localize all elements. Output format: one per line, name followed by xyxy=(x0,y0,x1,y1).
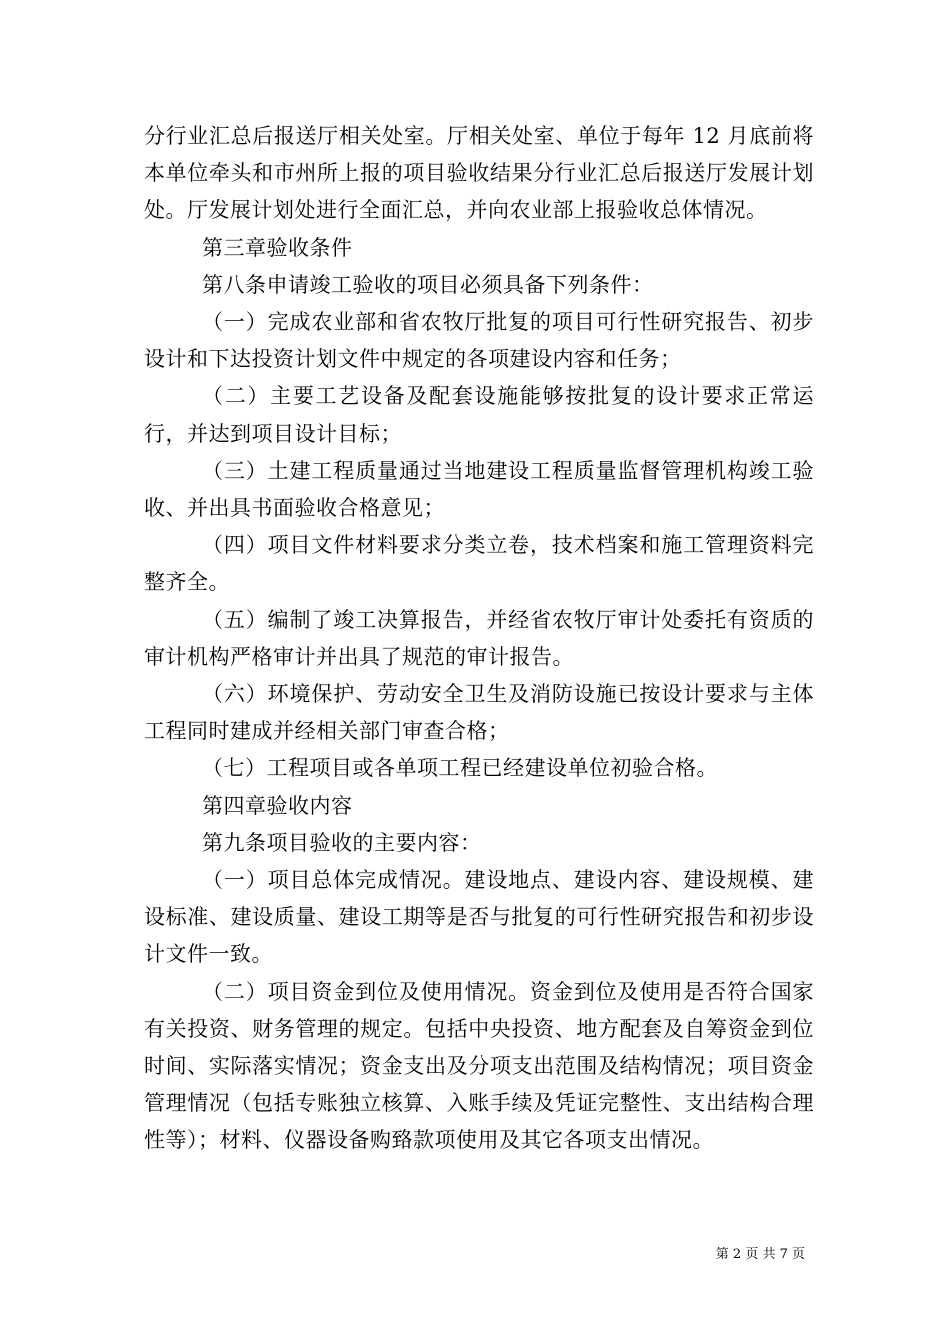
chapter-heading-3: 第三章验收条件 xyxy=(202,235,353,260)
page-number: 第 2 页 共 7 页 xyxy=(715,1247,805,1262)
condition-2: （二）主要工艺设备及配套设施能够按批复的设计要求正常运行，并达到项目设计目标； xyxy=(144,384,814,446)
document-body xyxy=(144,118,814,1160)
condition-7: （七）工程项目或各单项工程已经建设单位初验合格。 xyxy=(202,756,718,781)
condition-6: （六）环境保护、劳动安全卫生及消防设施已按设计要求与主体工程同时建成并经相关部门审查合格； xyxy=(144,682,814,744)
condition-3: （三）土建工程质量通过当地建设工程质量监督管理机构竣工验收、并出具书面验收合格意见； xyxy=(144,458,814,521)
condition-4: （四）项目文件材料要求分类立卷，技术档案和施工管理资料完整齐全。 xyxy=(144,533,814,595)
condition-5: （五）编制了竣工决算报告，并经省农牧厅审计处委托有资质的审计机构严格审计并出具了规范的审计报告。 xyxy=(144,607,814,669)
paragraph-1: 分行业汇总后报送厅相关处室。厅相关处室、单位于每年 12 月底前将本单位牵头和市州所上报的项目验收结果分行业汇总后报送厅发展计划处。厅发展计划处进行全面汇总，并向农业部上报验收总体情况。 xyxy=(144,124,814,223)
condition-1: （一）完成农业部和省农牧厅批复的项目可行性研究报告、初步设计和下达投资计划文件中规定的各项建设内容和任务； xyxy=(144,310,814,372)
content-item-1: （一）项目总体完成情况。建设地点、建设内容、建设规模、建设标准、建设质量、建设工期等是否与批复的可行性研究报告和初步设计文件一致。 xyxy=(144,868,814,967)
chapter-heading-4: 第四章验收内容 xyxy=(202,793,353,818)
article-9: 第九条项目验收的主要内容： xyxy=(202,830,482,855)
article-8: 第八条申请竣工验收的项目必须具备下列条件： xyxy=(202,272,654,297)
content-item-2: （二）项目资金到位及使用情况。资金到位及使用是否符合国家有关投资、财务管理的规定。包括中央投资、地方配套及自筹资金到位时间、实际落实情况；资金支出及分项支出范围及结构情况；项目资金管理情况（包括专账独立核算、入账手续及凭证完整性、支出结构合理性等）；材料、仪器设备购臵款项使用及其它各项支出情况。 xyxy=(144,979,814,1153)
